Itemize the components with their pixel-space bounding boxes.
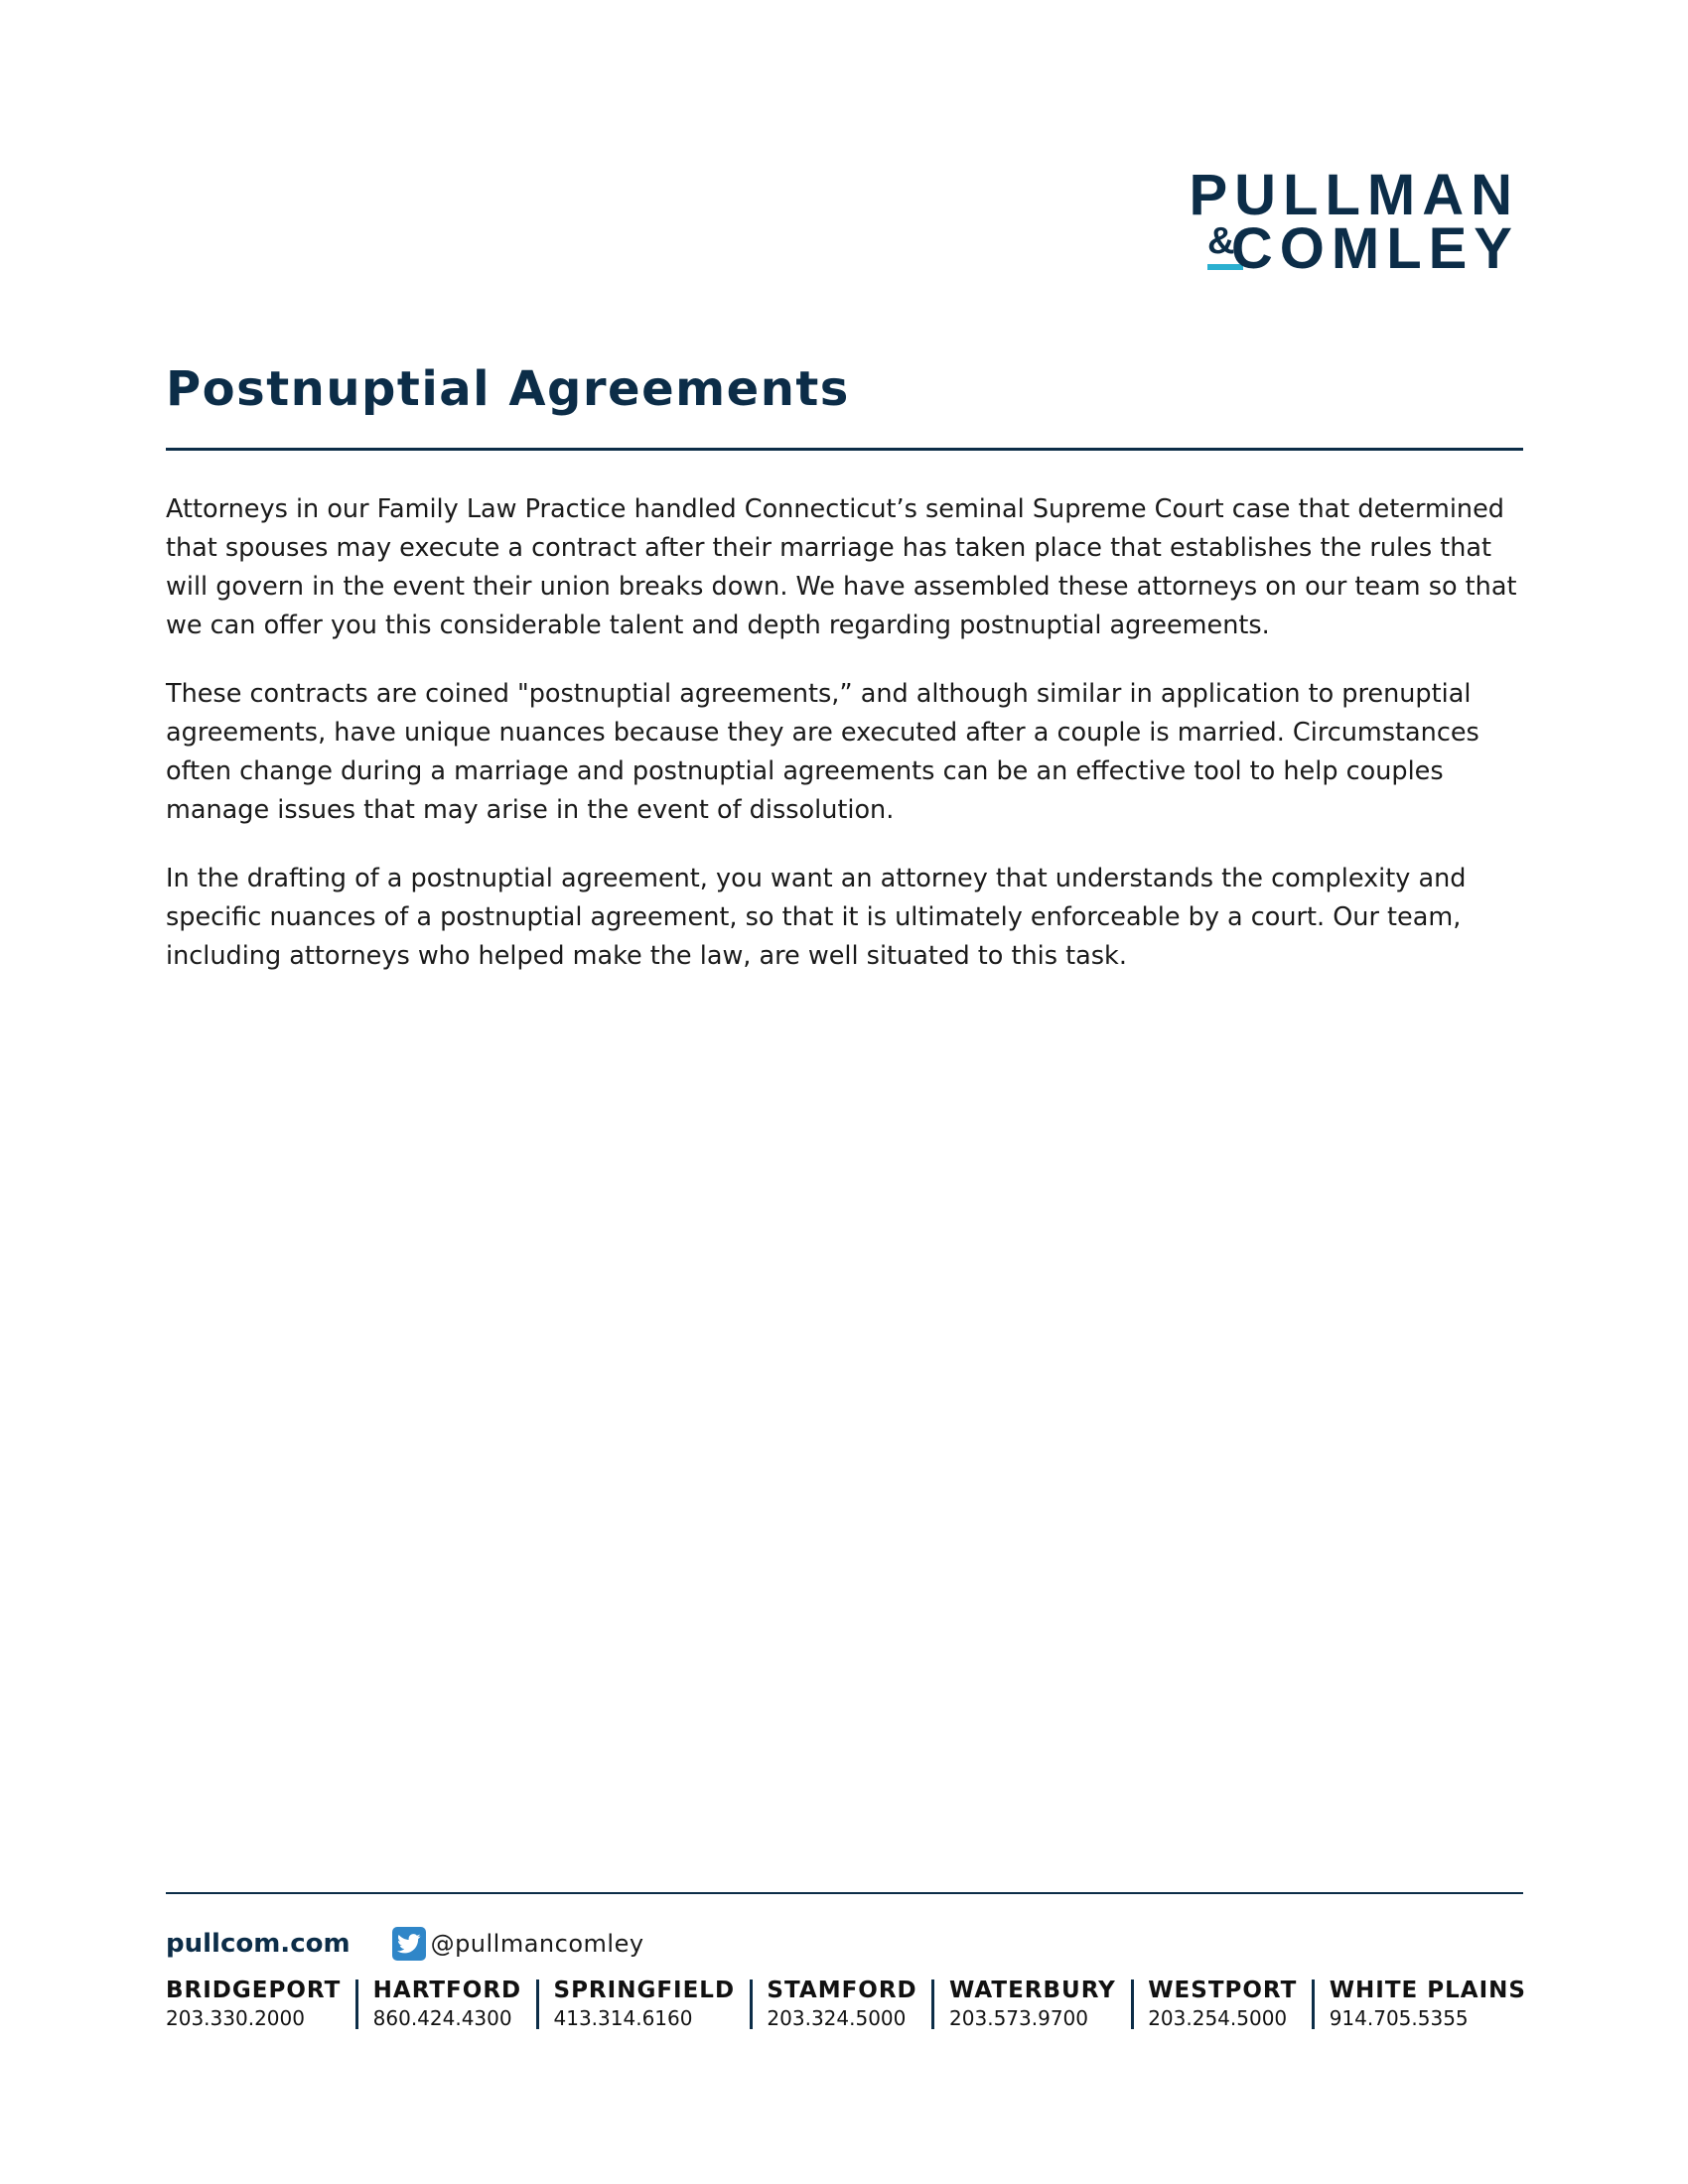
office-name: HARTFORD <box>372 1978 522 2003</box>
office-name: WHITE PLAINS <box>1329 1978 1526 2003</box>
title-divider <box>166 448 1523 451</box>
footer-contact-row <box>166 1924 644 1964</box>
page-title: Postnuptial Agreements <box>166 361 850 417</box>
office-name: WATERBURY <box>949 1978 1116 2003</box>
office-white-plains <box>1330 1976 1526 2031</box>
office-westport <box>1148 1976 1297 2031</box>
twitter-icon <box>392 1927 426 1961</box>
footer-divider <box>166 1892 1523 1894</box>
office-name: STAMFORD <box>767 1978 917 2003</box>
office-hartford <box>373 1976 521 2031</box>
office-phone: 914.705.5355 <box>1329 2006 1469 2030</box>
office-phone: 413.314.6160 <box>553 2006 693 2030</box>
office-springfield <box>554 1976 736 2031</box>
office-phone: 860.424.4300 <box>372 2006 512 2030</box>
twitter-link[interactable] <box>392 1927 644 1961</box>
paragraph-3: In the drafting of a postnuptial agreement, you want an attorney that understands the complexity and specific nuances of a postnuptial agreement, so that it is ultimately enforceable by a court. Our team, including attorneys who helped make the law, are well situated to this task. <box>166 864 1467 971</box>
office-phone: 203.324.5000 <box>767 2006 907 2030</box>
website-link[interactable]: pullcom.com <box>166 1929 351 1959</box>
logo-line-comley: COMLEY <box>1230 216 1519 281</box>
office-phone: 203.254.5000 <box>1148 2006 1288 2030</box>
office-separator <box>1131 1979 1134 2029</box>
office-stamford <box>767 1976 916 2031</box>
paragraph-1: Attorneys in our Family Law Practice handled Connecticut’s seminal Supreme Court case that determined that spouses may execute a contract after their marriage has taken place that establishes the rules that will govern in the event their union breaks down. We have assembled these attorneys on our team so that we can offer you this considerable talent and depth regarding postnuptial agreements. <box>166 494 1517 640</box>
office-separator <box>536 1979 539 2029</box>
office-name: BRIDGEPORT <box>166 1978 342 2003</box>
office-separator <box>750 1979 753 2029</box>
logo-ampersand: & <box>1207 220 1235 262</box>
office-waterbury <box>949 1976 1116 2031</box>
office-list <box>166 1976 1526 2031</box>
twitter-handle: @pullmancomley <box>430 1930 644 1958</box>
paragraph-2: These contracts are coined "postnuptial agreements,” and although similar in application to prenuptial agreements, have unique nuances because they are executed after a couple is married. Circumstances often change during a marriage and postnuptial agreements can be an effective tool to help couples manage issues that may arise in the event of dissolution. <box>166 679 1479 825</box>
firm-logo <box>1189 163 1519 281</box>
office-phone: 203.330.2000 <box>166 2006 305 2030</box>
office-separator <box>1312 1979 1315 2029</box>
office-name: SPRINGFIELD <box>553 1978 736 2003</box>
office-name: WESTPORT <box>1148 1978 1298 2003</box>
office-separator <box>931 1979 934 2029</box>
office-phone: 203.573.9700 <box>949 2006 1088 2030</box>
office-separator <box>355 1979 358 2029</box>
office-bridgeport <box>166 1976 341 2031</box>
logo-line-pullman: PULLMAN <box>1189 163 1519 227</box>
body-content <box>166 490 1526 1006</box>
